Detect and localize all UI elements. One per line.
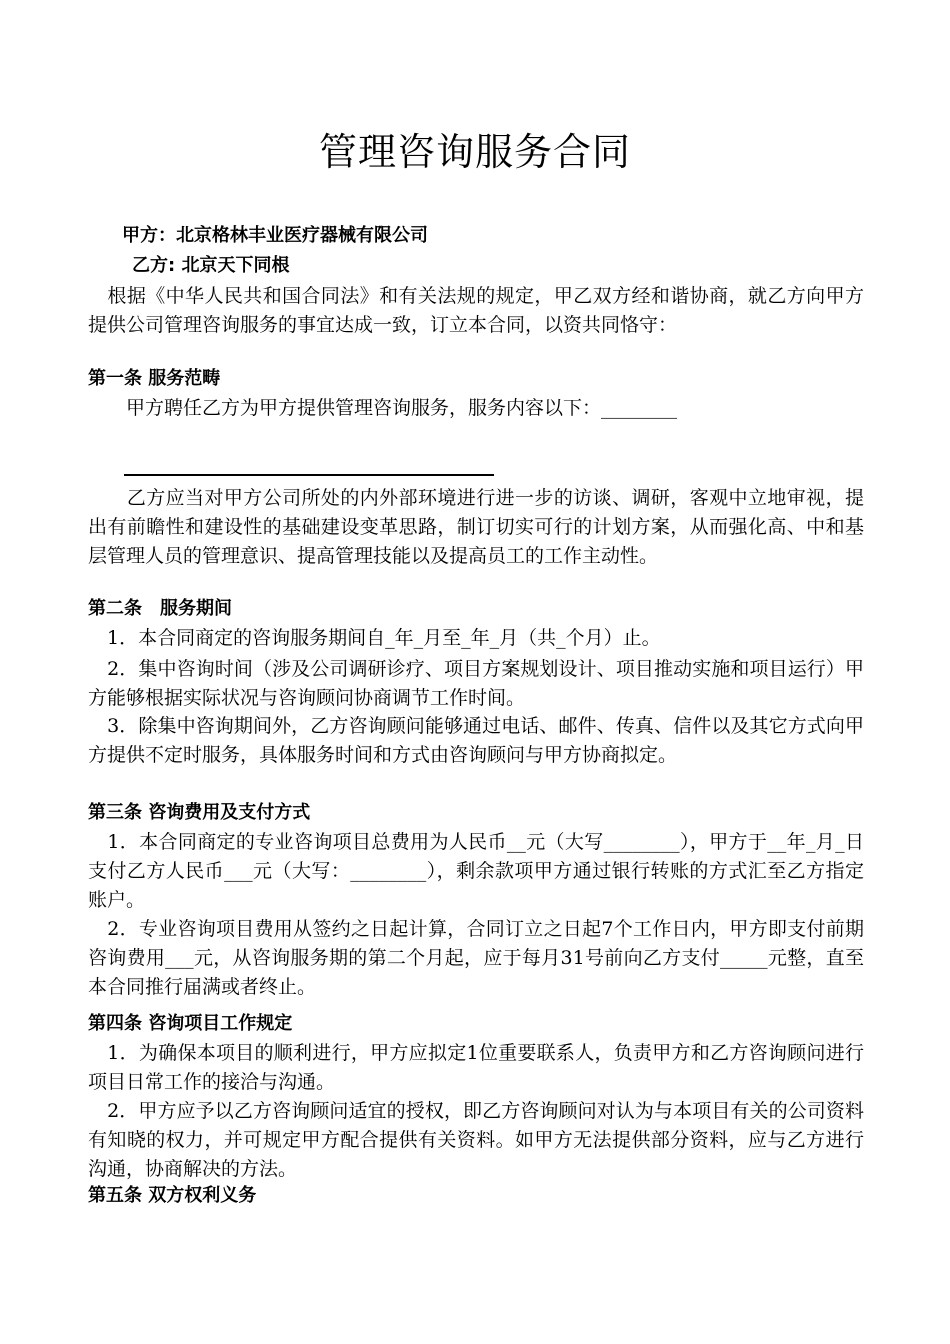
article-3-paragraph-1: 1．本合同商定的专业咨询项目总费用为人民币__元（大写________），甲方于__年_月_日支付乙方人民币___元（大写：________），剩余款项甲方通过银行转账的方式汇至乙方指定账户。 — [88, 831, 864, 911]
preamble-paragraph: 根据《中华人民共和国合同法》和有关法规的规定，甲乙双方经和谐协商，就乙方向甲方提供公司管理咨询服务的事宜达成一致，订立本合同，以资共同恪守： — [88, 285, 864, 336]
party-b: 乙方: 北京天下同根 — [132, 255, 290, 276]
party-a: 甲方：北京格林丰业医疗器械有限公司 — [122, 225, 428, 246]
article-5-heading: 第五条 双方权利义务 — [88, 1185, 257, 1206]
article-2-paragraph-1: 1．本合同商定的咨询服务期间自_年_月至_年_月（共_个月）止。 — [88, 627, 661, 649]
article-2-paragraph-3: 3．除集中咨询期间外，乙方咨询顾问能够通过电话、邮件、传真、信件以及其它方式向甲方提供不定时服务，具体服务时间和方式由咨询顾问与甲方协商拟定。 — [88, 715, 864, 766]
article-3-paragraph-2: 2．专业咨询项目费用从签约之日起计算，合同订立之日起7个工作日内，甲方即支付前期咨询费用___元，从咨询服务期的第二个月起，应于每月31号前向乙方支付_____元整，直至本合同推行届满或者终止。 — [88, 918, 864, 998]
article-1-paragraph-2: 乙方应当对甲方公司所处的内外部环境进行进一步的访谈、调研，客观中立地审视，提出有前瞻性和建设性的基础建设变革思路，制订切实可行的计划方案，从而强化高、中和基层管理人员的管理意识、提高管理技能以及提高员工的工作主动性。 — [88, 487, 864, 567]
article-4-paragraph-2: 2．甲方应予以乙方咨询顾问适宜的授权，即乙方咨询顾问对认为与本项目有关的公司资料有知晓的权力，并可规定甲方配合提供有关资料。如甲方无法提供部分资料，应与乙方进行沟通，协商解决的方法。 — [88, 1100, 864, 1180]
article-2-heading: 第二条 服务期间 — [88, 598, 232, 619]
article-2-paragraph-2: 2．集中咨询时间（涉及公司调研诊疗、项目方案规划设计、项目推动实施和项目运行）甲方能够根据实际状况与咨询顾问协商调节工作时间。 — [88, 658, 864, 709]
document-title: 管理咨询服务合同 — [318, 130, 631, 174]
blank-fill-line — [124, 474, 494, 476]
article-4-heading: 第四条 咨询项目工作规定 — [88, 1013, 293, 1034]
article-4-paragraph-1: 1．为确保本项目的顺利进行，甲方应拟定1位重要联系人，负责甲方和乙方咨询顾问进行项目日常工作的接洽与沟通。 — [88, 1042, 864, 1093]
article-1-paragraph-1: 甲方聘任乙方为甲方提供管理咨询服务，服务内容以下：________ — [88, 397, 678, 419]
article-3-heading: 第三条 咨询费用及支付方式 — [88, 802, 311, 823]
article-1-heading: 第一条 服务范畴 — [88, 368, 221, 389]
